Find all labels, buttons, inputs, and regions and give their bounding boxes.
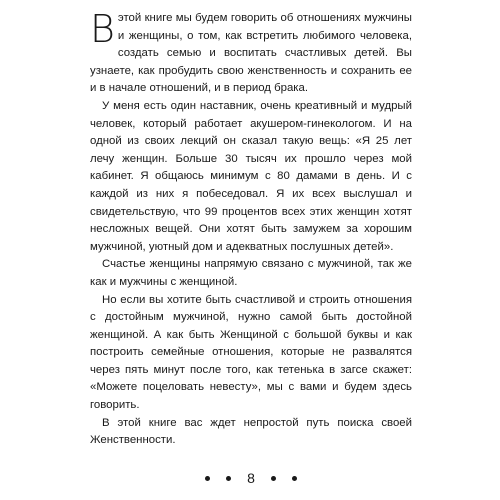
paragraph-4: Но если вы хотите быть счастливой и строить отношения с достойным мужчиной, нужно самой быть достойной женщиной. А как быть Женщиной с большой буквы и как построить семейные отношения, которые не развалятся через пять минут после того, как тетенька в загсе скажет: «Можете поцеловать невесту», мы с вами и будем здесь говорить.: [90, 293, 412, 412]
paragraph-5: В этой книге вас ждет непростой путь поиска своей Женственности.: [90, 416, 412, 447]
drop-cap: В: [90, 7, 114, 51]
book-page: [90, 7, 412, 490]
ornament-dot: [292, 476, 297, 481]
body-text: [90, 7, 412, 450]
ornament-dot: [226, 476, 231, 481]
paragraph-1: [90, 7, 412, 98]
ornament-dot: [271, 476, 276, 481]
ornament-dot: [205, 476, 210, 481]
paragraph-3: Счастье женщины напрямую связано с мужчиной, так же как и мужчины с женщиной.: [90, 258, 412, 288]
paragraph-2: У меня есть один наставник, очень креативный и мудрый человек, который работает акушером-гинекологом. И на одной из своих лекций он сказал такую вещь: «Я 25 лет лечу женщин. Больше 30 тысяч их прошло через мой кабинет. Я общаюсь минимум с 80 дамами в день. И с каждой из них я побеседовал. Я их всех выслушал и свидетельствую, что 99 процентов всех этих женщин хотят несложных вещей. Они хотят быть замужем за хорошим мужчиной, уютный дом и адекватных послушных детей».: [90, 99, 412, 253]
page-number: 8: [247, 470, 255, 486]
page-footer: [90, 466, 412, 490]
paragraph-1-text: этой книге мы будем говорить об отношениях мужчины и женщины, о том, как встретить любимого человека, создать семью и воспитать счастливых детей. Вы узнаете, как пробудить свою женственность и сохранить ее и в начале отношений, и в период брака.: [90, 12, 412, 95]
